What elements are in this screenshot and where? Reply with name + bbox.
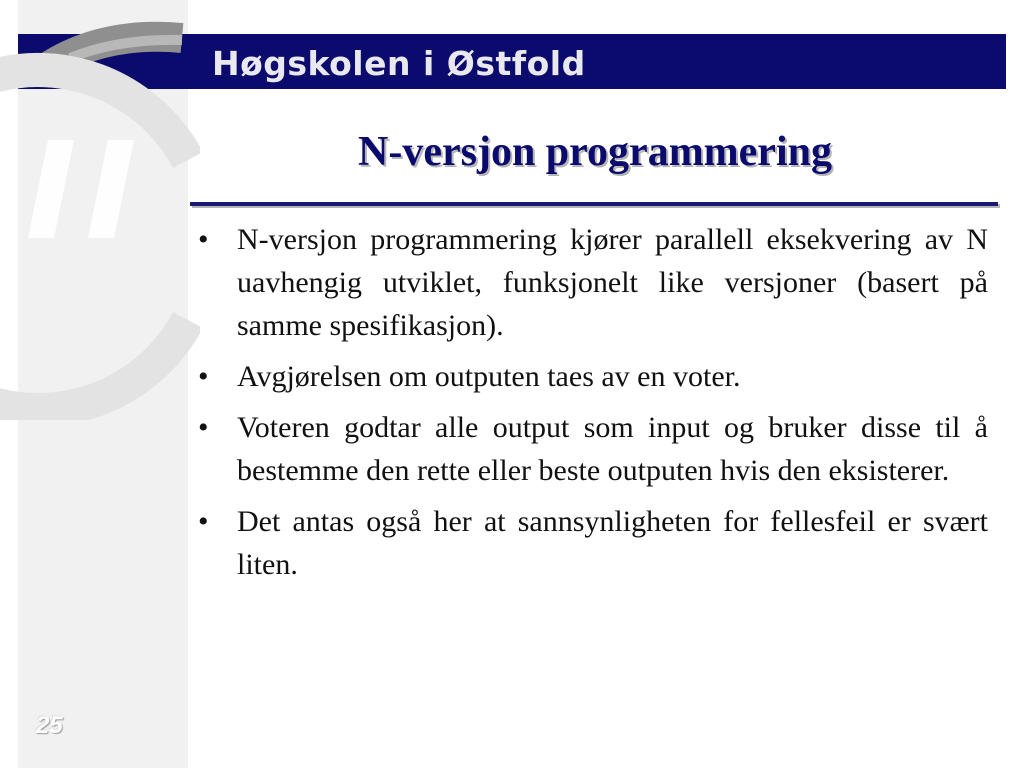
bullet-text: N-versjon programmering kjører parallell eksekvering av N uavhengig utviklet, funksjonelt like versjoner (basert på samme spesifikasjon). xyxy=(237,223,988,342)
bullet-item xyxy=(196,406,988,492)
bullet-text: Det antas også her at sannsynligheten for fellesfeil er svært liten. xyxy=(237,505,988,581)
bullet-list xyxy=(196,218,988,594)
bullet-icon: • xyxy=(198,223,209,256)
bullet-text: Voteren godtar alle output som input og bruker disse til å bestemme den rette eller beste outputen hvis den eksisterer. xyxy=(237,411,988,487)
institution-logo-icon xyxy=(0,0,200,420)
bullet-icon: • xyxy=(198,505,209,538)
bullet-text: Avgjørelsen om outputen taes av en voter. xyxy=(237,360,741,393)
bullet-item xyxy=(196,218,988,347)
institution-name: Høgskolen i Østfold xyxy=(212,44,586,83)
title-divider xyxy=(190,202,998,206)
bullet-icon: • xyxy=(198,360,209,393)
bullet-item xyxy=(196,355,988,398)
page-number: 25 xyxy=(36,712,63,739)
bullet-item xyxy=(196,500,988,586)
bullet-icon: • xyxy=(198,411,209,444)
slide-title: N-versjon programmering xyxy=(358,129,832,175)
